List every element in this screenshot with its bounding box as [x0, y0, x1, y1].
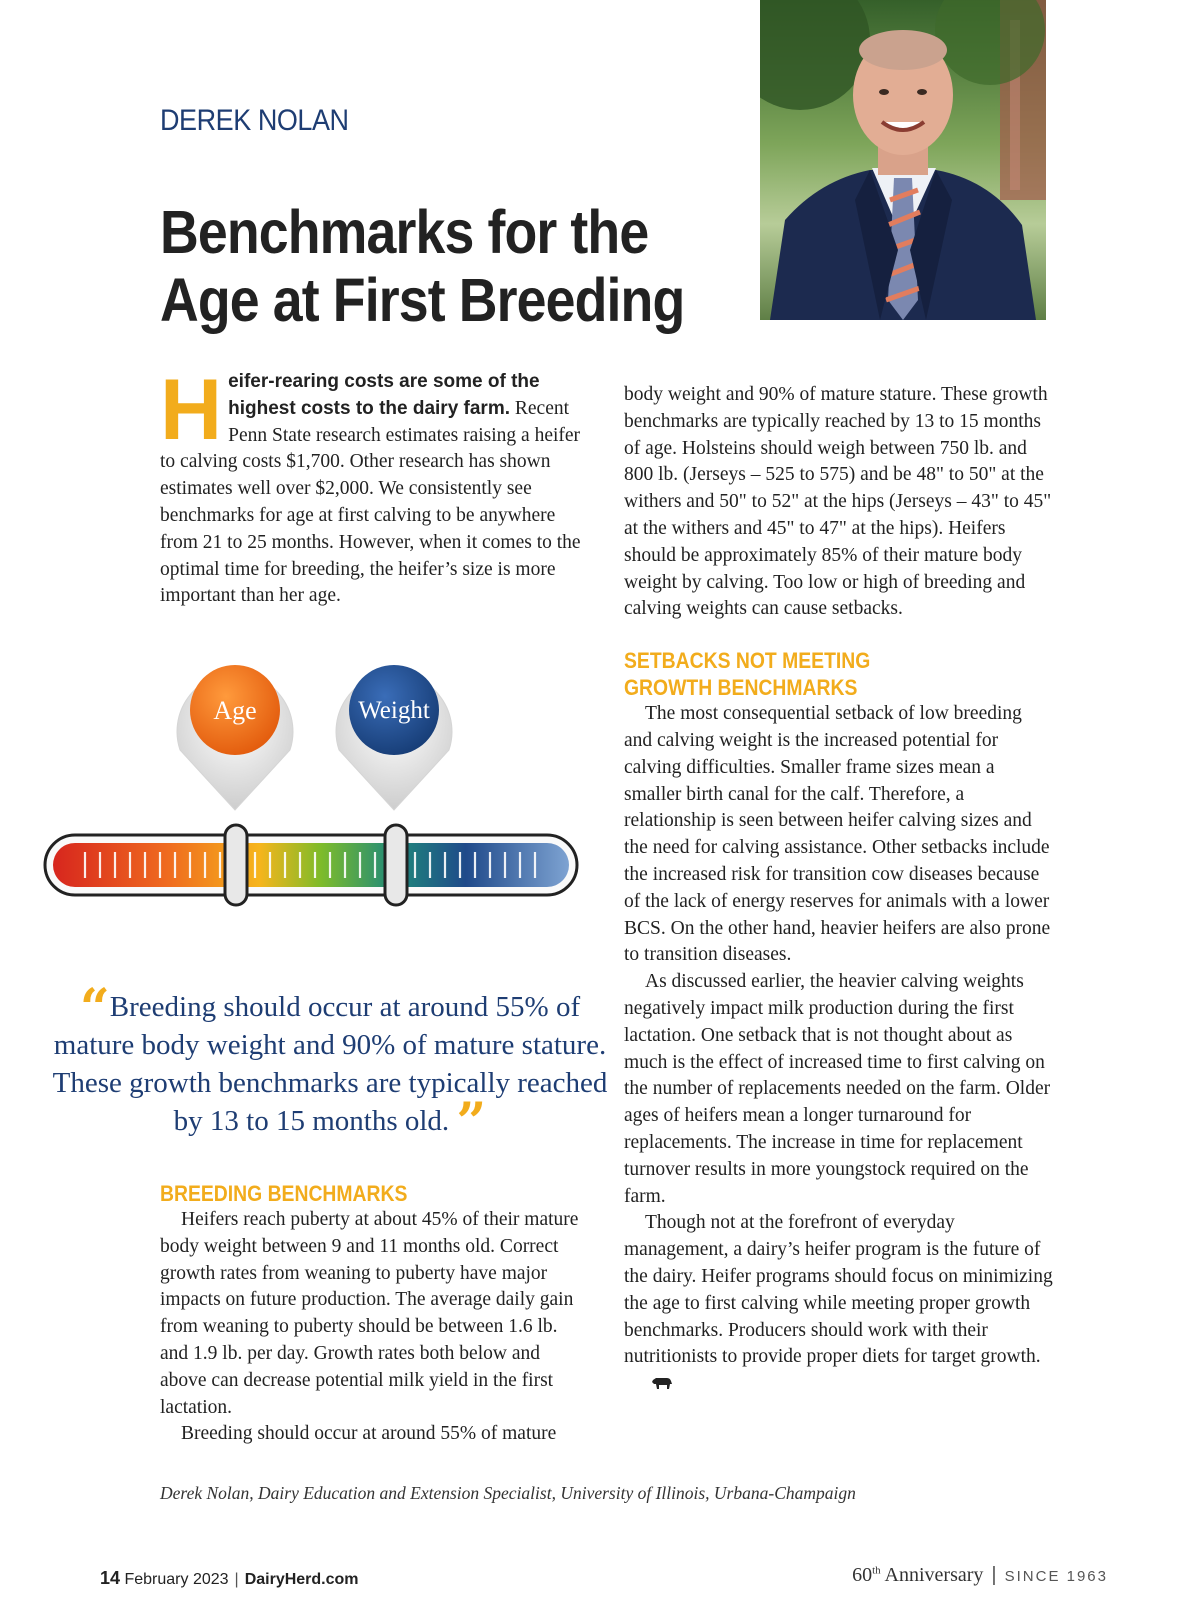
anniversary-word: Anniversary	[884, 1564, 984, 1586]
section2-paragraph-1: The most consequential setback of low breeding and calving weight is the increased potential for calving difficulties. Smaller frame sizes mean a smaller birth canal for the calf. Therefore, a relationship is seen between heifer calving sizes and the need for calving assistance. Other setbacks include the increased risk for transition cow diseases because of the lack of energy reserves for animals with a lower BCS. On the other hand, heavier heifers are also prone to transition diseases.	[624, 703, 1051, 966]
section-heading-setbacks	[624, 647, 1002, 701]
section2-paragraph-2: As discussed earlier, the heavier calving weights negatively impact milk production during the first lactation. One setback that is not thought about as much is the effect of increased time to first calving on the number of replacements needed on the farm. Older ages of heifers mean a longer turnaround for replacements. The increase in time for replacement turnover results in more youngstock required on the farm.	[624, 971, 1051, 1207]
section1-paragraph-2: Breeding should occur at around 55% of mature	[181, 1423, 557, 1445]
age-weight-graphic	[40, 660, 600, 950]
lead-bold-text: eifer-rearing costs are some of the highest costs to the dairy farm.	[228, 371, 540, 419]
anniversary-suffix: th	[872, 1564, 881, 1577]
drop-cap: H	[160, 362, 223, 458]
title-line-2: Age at First Breeding	[160, 266, 685, 334]
section2-paragraph-3-text: Though not at the forefront of everyday management, a dairy’s heifer program is the future of the dairy. Heifer programs should focus on minimizing the age to first calving while meeting proper growth benchmarks. Producers should work with their nutritionists to provide proper diets for target growth.	[624, 1212, 1053, 1368]
site-name: DairyHerd.com	[244, 1571, 359, 1588]
author-name: DEREK NOLAN	[160, 104, 349, 137]
close-quote-mark: ”	[456, 1092, 487, 1153]
footer-separator-right: |	[991, 1564, 997, 1586]
pull-quote-text: Breeding should occur at around 55% of mature body weight and 90% of mature stature. These growth benchmarks are typically reached by 13 to 15 months old.	[52, 991, 608, 1137]
section-heading-setbacks-line2: GROWTH BENCHMARKS	[624, 675, 858, 701]
footer-right	[852, 1564, 1108, 1587]
footer-separator: |	[234, 1571, 239, 1588]
footer-left	[100, 1568, 359, 1589]
open-quote-mark: “	[79, 978, 110, 1039]
age-pin-label: Age	[213, 696, 257, 725]
article-title	[160, 198, 706, 334]
lead-rest-text: Recent Penn State research estimates raising a heifer to calving costs $1,700. Other research has shown estimates well over $2,000. We consistently see benchmarks for age at first calving to be anywhere from 21 to 25 months. However, when it comes to the optimal time for breeding, the heifer’s size is more important than her age.	[160, 397, 581, 607]
author-caption: Derek Nolan, Dairy Education and Extension Specialist, University of Illinois, Urbana-Champaign	[160, 1483, 856, 1503]
intro-paragraph	[160, 362, 586, 610]
pull-quote	[50, 978, 610, 1153]
since-year: SINCE 1963	[1004, 1568, 1108, 1585]
cow-icon	[630, 1373, 673, 1400]
right-paragraph-1: body weight and 90% of mature stature. These growth benchmarks are typically reached by 13 to 15 months of age. Holsteins should weigh between 750 lb. and 800 lb. (Jerseys – 525 to 575) and be 48" to 50" at the withers and 50" to 52" at the hips (Jerseys – 43" to 45" at the withers and 45" to 47" at the hips). Heifers should be approximately 85% of their mature body weight by calving. Too low or high of breeding and calving weights can cause setbacks.	[624, 384, 1052, 620]
section-heading-setbacks-line1: SETBACKS NOT MEETING	[624, 648, 871, 674]
page-number: 14	[100, 1568, 121, 1588]
breeding-benchmarks-section	[160, 1180, 590, 1448]
section-heading-breeding: BREEDING BENCHMARKS	[160, 1181, 408, 1206]
right-column	[624, 382, 1054, 1400]
weight-pin-label: Weight	[358, 697, 430, 724]
gradient-gauge	[45, 825, 577, 905]
section1-paragraph-1: Heifers reach puberty at about 45% of their mature body weight between 9 and 11 months old. Correct growth rates from weaning to puberty have major impacts on future production. The average daily gain from weaning to puberty should be between 1.6 lb. and 1.9 lb. per day. Growth rates both below and above can decrease potential milk yield in the first lactation.	[160, 1209, 579, 1418]
weight-pin	[336, 665, 452, 810]
issue-date: February 2023	[124, 1571, 229, 1588]
age-pin	[177, 665, 293, 810]
section2-paragraph-3	[624, 1210, 1054, 1400]
anniversary-number: 60	[852, 1564, 873, 1586]
title-line-1: Benchmarks for the	[160, 198, 649, 266]
author-photo	[760, 0, 1046, 320]
